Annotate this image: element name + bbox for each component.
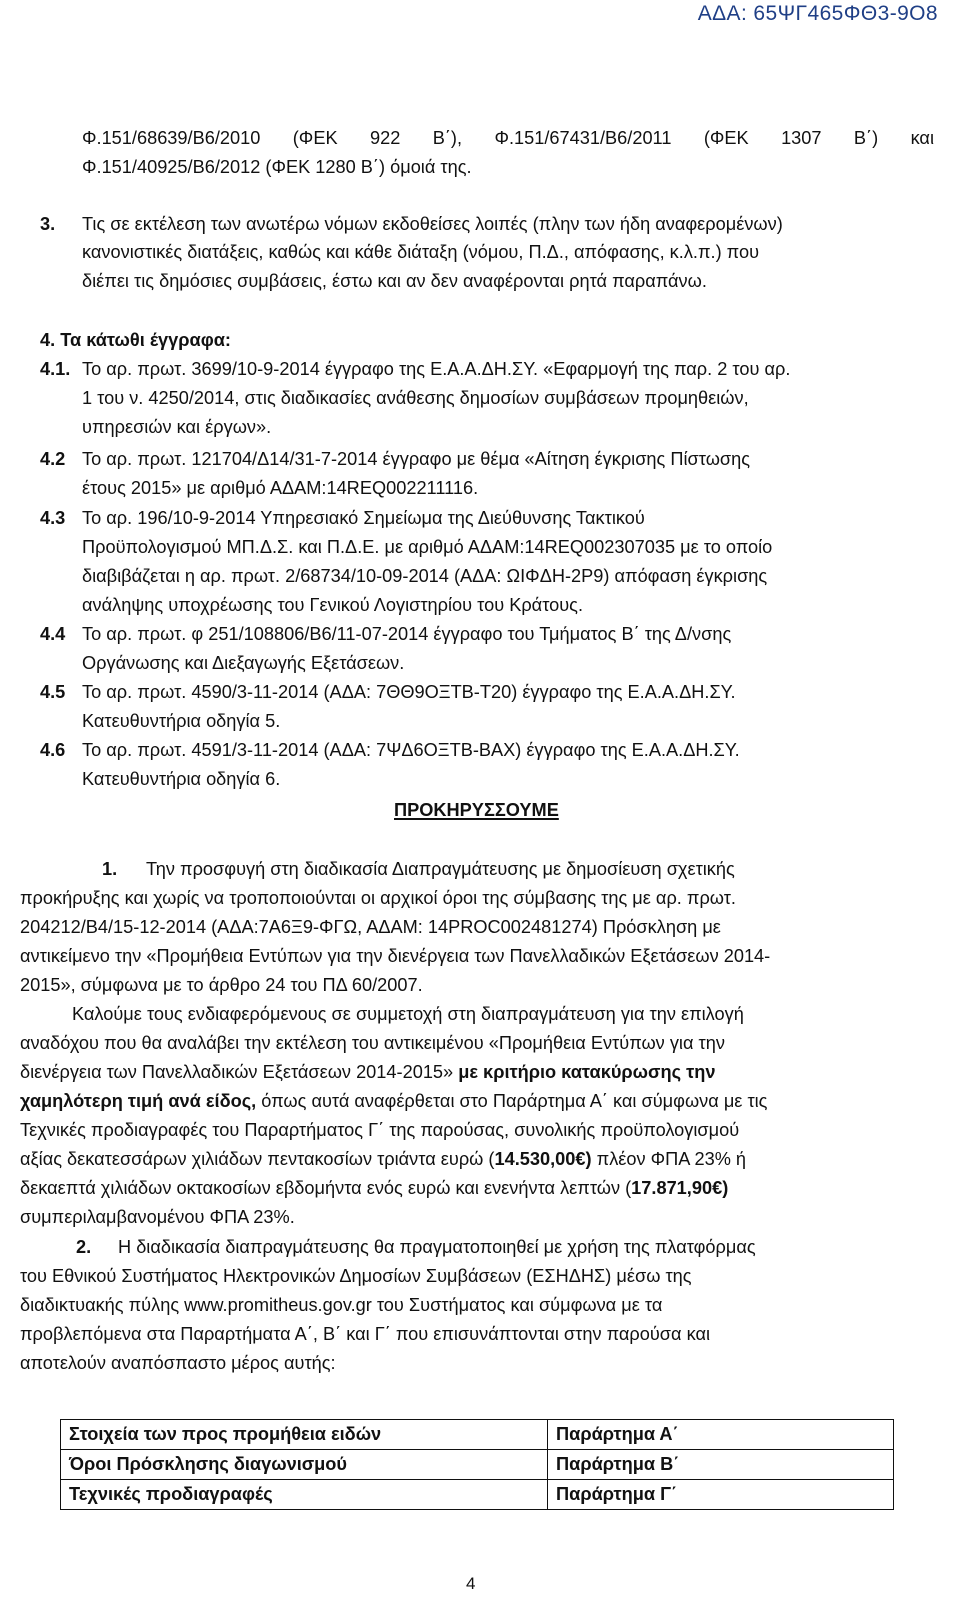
p1-line-1: Την προσφυγή στη διαδικασία Διαπραγμάτευσης με δημοσίευση σχετικής xyxy=(146,859,735,879)
p3-line-1: Η διαδικασία διαπραγμάτευσης θα πραγματοποιηθεί με χρήση της πλατφόρμας xyxy=(118,1237,756,1257)
p1-line-5: 2015», σύμφωνα με το άρθρο 24 του ΠΔ 60/2007. xyxy=(20,975,423,995)
s43-line-2: Προϋπολογισμού ΜΠ.Δ.Σ. και Π.Δ.Ε. με αριθμό ΑΔΑΜ:14REQ002307035 με το οποίο xyxy=(82,537,773,557)
intro-refs-line-2: Φ.151/40925/Β6/2012 (ΦΕΚ 1280 Β΄) όμοιά της. xyxy=(82,157,472,177)
p2-line-7-text: δεκαεπτά χιλιάδων οκτακοσίων εβδομήντα ενός ευρώ και ενενήντα λεπτών ( xyxy=(20,1178,632,1198)
annex-ref-cell: Παράρτημα Γ΄ xyxy=(548,1480,894,1510)
p2-line-1: Καλούμε τους ενδιαφερόμενους σε συμμετοχή στη διαπραγμάτευση για την επιλογή xyxy=(72,1004,744,1024)
proclamation-heading: ΠΡΟΚΗΡΥΣΣΟΥΜΕ xyxy=(394,800,559,820)
ada-header: ΑΔΑ: 65ΨΓ465ΦΘ3-9Ο8 xyxy=(697,2,938,25)
s43-number: 4.3 xyxy=(40,508,66,528)
p3-line-5: αποτελούν αναπόσπαστο μέρος αυτής: xyxy=(20,1353,336,1373)
s43-line-4: ανάληψης υποχρέωσης του Γενικού Λογιστηρίου του Κράτους. xyxy=(82,595,583,615)
annex-item-cell: Τεχνικές προδιαγραφές xyxy=(61,1480,548,1510)
p1-line-3: 204212/Β4/15-12-2014 (ΑΔΑ:7Α6Ξ9-ΦΓΩ, ΑΔΑΜ: 14PROC002481274) Πρόσκληση με xyxy=(20,917,721,937)
p3-number: 2. xyxy=(76,1237,92,1257)
p2-line-6 xyxy=(20,1149,746,1170)
p2-line-5: Τεχνικές προδιαγραφές του Παραρτήματος Γ΄ της παρούσας, συνολικής προϋπολογισμού xyxy=(20,1120,740,1140)
p2-lowest-price: χαμηλότερη τιμή ανά είδος, xyxy=(20,1091,257,1111)
s42-line-2: έτους 2015» με αριθμό ΑΔΑΜ:14REQ002211116. xyxy=(82,478,479,498)
s41-line-3: υπηρεσιών και έργων». xyxy=(82,417,272,437)
table-row xyxy=(61,1450,894,1480)
section4-heading: 4. Τα κάτωθι έγγραφα: xyxy=(40,330,231,350)
item3-number: 3. xyxy=(40,214,56,234)
p2-award-criterion: με κριτήριο κατακύρωσης την xyxy=(458,1062,716,1082)
annex-ref-cell: Παράρτημα Β΄ xyxy=(548,1450,894,1480)
s42-number: 4.2 xyxy=(40,449,66,469)
s45-line-2: Κατευθυντήρια οδηγία 5. xyxy=(82,711,281,731)
item3-line-2: κανονιστικές διατάξεις, καθώς και κάθε διάταξη (νόμου, Π.Δ., απόφασης, κ.λ.π.) που xyxy=(82,242,760,262)
table-row xyxy=(61,1480,894,1510)
p2-line-7 xyxy=(20,1178,728,1199)
table-row xyxy=(61,1420,894,1450)
s43-line-3: διαβιβάζεται η αρ. πρωτ. 2/68734/10-09-2014 (ΑΔΑ: ΩΙΦΔΗ-2Ρ9) απόφαση έγκρισης xyxy=(82,566,768,586)
page-number: 4 xyxy=(466,1574,476,1593)
p3-line-2: του Εθνικού Συστήματος Ηλεκτρονικών Δημοσίων Συμβάσεων (ΕΣΗΔΗΣ) μέσω της xyxy=(20,1266,692,1286)
p3-line-3: διαδικτυακής πύλης www.promitheus.gov.gr του Συστήματος και σύμφωνα με τα xyxy=(20,1295,663,1315)
p1-line-2: προκήρυξης και χωρίς να τροποποιούνται οι αρχικοί όροι της σύμβασης της με αρ. πρωτ. xyxy=(20,888,736,908)
p2-line-3 xyxy=(20,1062,715,1083)
p2-line-4-text: όπως αυτά αναφέρθεται στο Παράρτημα Α΄ και σύμφωνα με τις xyxy=(261,1091,768,1111)
item3-line-3: διέπει τις δημόσιες συμβάσεις, έστω και αν δεν αναφέρονται ρητά παραπάνω. xyxy=(82,271,707,291)
s41-line-1: Το αρ. πρωτ. 3699/10-9-2014 έγγραφο της Ε.Α.Α.ΔΗ.ΣΥ. «Εφαρμογή της παρ. 2 του αρ. xyxy=(82,359,791,379)
p2-line-6-vat: πλέον ΦΠΑ 23% ή xyxy=(596,1149,747,1169)
s41-number: 4.1. xyxy=(40,359,71,379)
intro-refs-line-1: Φ.151/68639/Β6/2010 (ΦΕΚ 922 Β΄), Φ.151/67431/Β6/2011 (ΦΕΚ 1307 Β΄) και xyxy=(82,128,934,148)
annex-table xyxy=(60,1419,894,1510)
s44-number: 4.4 xyxy=(40,624,66,644)
item3-line-1: Τις σε εκτέλεση των ανωτέρω νόμων εκδοθείσες λοιπές (πλην των ήδη αναφερομένων) xyxy=(82,214,783,234)
s45-line-1: Το αρ. πρωτ. 4590/3-11-2014 (ΑΔΑ: 7ΘΘ9ΟΞΤΒ-Τ20) έγγραφο της Ε.Α.Α.ΔΗ.ΣΥ. xyxy=(82,682,736,702)
annex-item-cell: Όροι Πρόσκλησης διαγωνισμού xyxy=(61,1450,548,1480)
p2-line-2: αναδόχου που θα αναλάβει την εκτέλεση του αντικειμένου «Προμήθεια Εντύπων για την xyxy=(20,1033,725,1053)
s46-number: 4.6 xyxy=(40,740,66,760)
s44-line-1: Το αρ. πρωτ. φ 251/108806/Β6/11-07-2014 έγγραφο του Τμήματος Β΄ της Δ/νσης xyxy=(82,624,732,644)
annex-ref-cell: Παράρτημα Α΄ xyxy=(548,1420,894,1450)
p2-line-8: συμπεριλαμβανομένου ΦΠΑ 23%. xyxy=(20,1207,295,1227)
p2-line-3-text: διενέργεια των Πανελλαδικών Εξετάσεων 2014-2015» xyxy=(20,1062,454,1082)
s45-number: 4.5 xyxy=(40,682,66,702)
p3-line-4: προβλεπόμενα στα Παραρτήματα Α΄, Β΄ και Γ΄ που επισυνάπτονται στην παρούσα και xyxy=(20,1324,711,1344)
p2-amount-gross: 17.871,90€) xyxy=(631,1178,729,1198)
s41-line-2: 1 του ν. 4250/2014, στις διαδικασίες ανάθεσης δημοσίων συμβάσεων προμηθειών, xyxy=(82,388,749,408)
annex-item-cell: Στοιχεία των προς προμήθεια ειδών xyxy=(61,1420,548,1450)
s42-line-1: Το αρ. πρωτ. 121704/Δ14/31-7-2014 έγγραφο με θέμα «Αίτηση έγκρισης Πίστωσης xyxy=(82,449,750,469)
s46-line-1: Το αρ. πρωτ. 4591/3-11-2014 (ΑΔΑ: 7ΨΔ6ΟΞΤΒ-ΒΑΧ) έγγραφο της Ε.Α.Α.ΔΗ.ΣΥ. xyxy=(82,740,740,760)
p2-line-4 xyxy=(20,1091,767,1112)
p2-amount-net: 14.530,00€) xyxy=(494,1149,592,1169)
p1-line-4: αντικείμενο την «Προμήθεια Εντύπων για την διενέργεια των Πανελλαδικών Εξετάσεων 2014- xyxy=(20,946,771,966)
p2-line-6-text: αξίας δεκατεσσάρων χιλιάδων πεντακοσίων τριάντα ευρώ ( xyxy=(20,1149,495,1169)
s43-line-1: Το αρ. 196/10-9-2014 Υπηρεσιακό Σημείωμα της Διεύθυνσης Τακτικού xyxy=(82,508,645,528)
s44-line-2: Οργάνωσης και Διεξαγωγής Εξετάσεων. xyxy=(82,653,405,673)
p1-number: 1. xyxy=(102,859,118,879)
s46-line-2: Κατευθυντήρια οδηγία 6. xyxy=(82,769,281,789)
